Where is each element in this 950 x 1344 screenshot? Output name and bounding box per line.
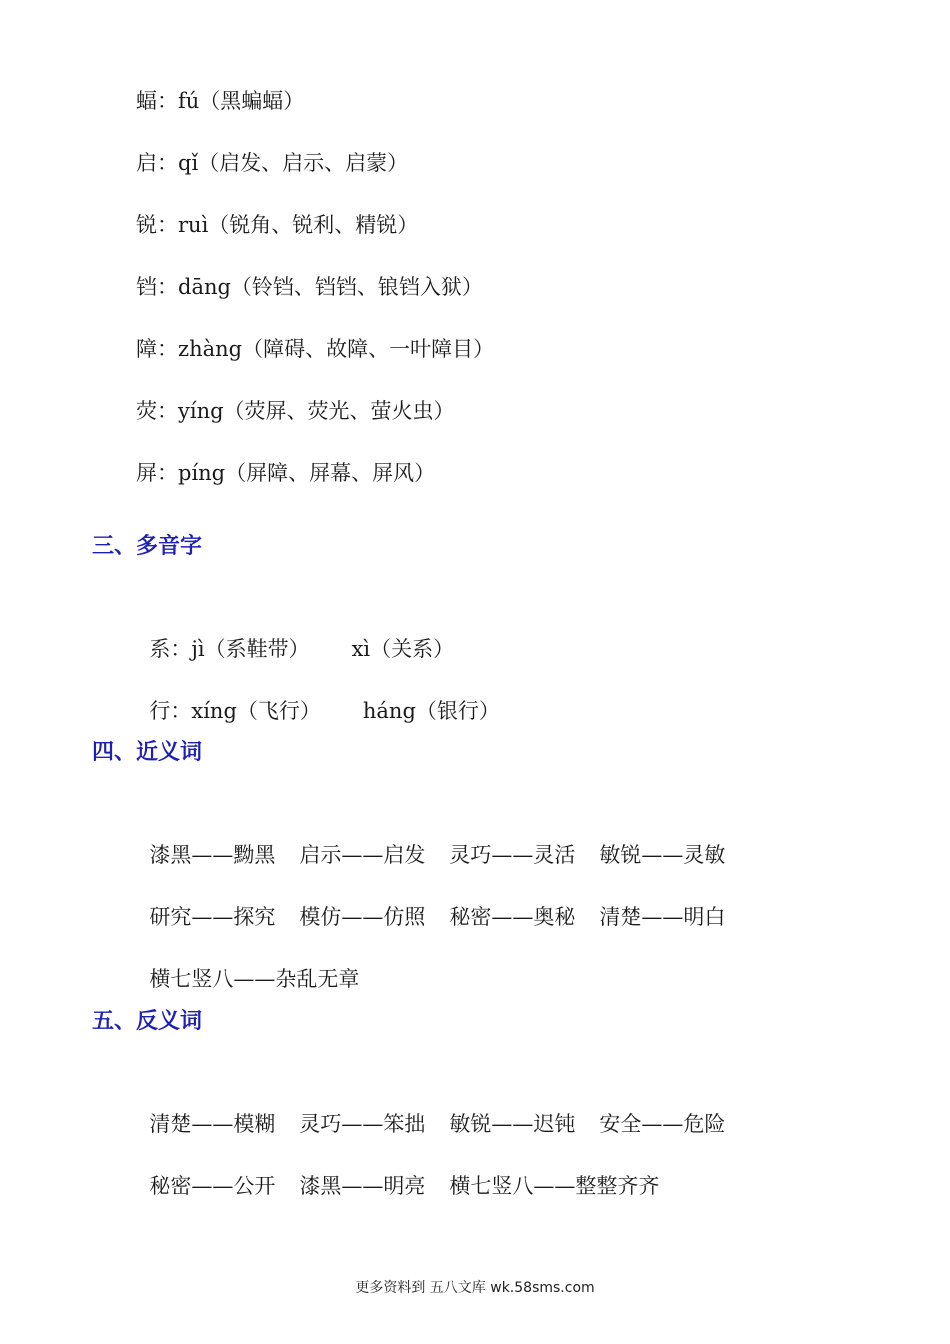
pinyin-entry: 铛：dāng（铃铛、铛铛、锒铛入狱） — [136, 275, 483, 299]
synonym-pair: 启示——启发 — [299, 843, 426, 867]
pinyin-entry: 锐：ruì（锐角、锐利、精锐） — [136, 213, 419, 237]
synonym-pair: 清楚——明白 — [599, 905, 726, 929]
polyphonic-reading: 系：jì（系鞋带） — [149, 637, 310, 661]
pinyin-entry: 荧：yíng（荧屏、荧光、萤火虫） — [136, 399, 455, 423]
pinyin-entry: 屏：píng（屏障、屏幕、屏风） — [136, 461, 436, 485]
synonym-pair: 研究——探究 — [149, 905, 276, 929]
polyphonic-reading: xì（关系） — [351, 637, 455, 661]
synonym-row — [136, 934, 383, 994]
antonym-pair: 灵巧——笨拙 — [299, 1112, 426, 1136]
polyphonic-line — [136, 666, 500, 726]
antonym-pair: 安全——危险 — [599, 1112, 726, 1136]
antonym-row — [136, 1141, 683, 1201]
synonym-pair: 漆黑——黝黑 — [149, 843, 276, 867]
antonym-pair: 秘密——公开 — [149, 1174, 276, 1198]
synonym-pair: 模仿——仿照 — [299, 905, 426, 929]
synonym-pair: 横七竖八——杂乱无章 — [149, 967, 360, 991]
pinyin-entry: 障：zhàng（障碍、故障、一叶障目） — [136, 337, 495, 361]
synonym-pair: 敏锐——灵敏 — [599, 843, 726, 867]
antonym-row — [136, 1079, 749, 1139]
polyphonic-reading: 行：xíng（飞行） — [149, 699, 321, 723]
antonym-pair: 敏锐——迟钝 — [449, 1112, 576, 1136]
antonym-pair: 清楚——模糊 — [149, 1112, 276, 1136]
synonym-row — [136, 810, 749, 870]
polyphonic-reading: háng（银行） — [362, 699, 500, 723]
section-heading-polyphonic: 三、多音字 — [92, 534, 203, 559]
antonym-pair: 漆黑——明亮 — [299, 1174, 426, 1198]
pinyin-entry: 蝠：fú（黑蝙蝠） — [136, 89, 305, 113]
section-heading-antonyms: 五、反义词 — [92, 1009, 203, 1034]
polyphonic-line — [136, 604, 454, 664]
pinyin-entry: 启：qǐ（启发、启示、启蒙） — [136, 151, 409, 175]
antonym-pair: 横七竖八——整整齐齐 — [449, 1174, 660, 1198]
synonym-pair: 秘密——奥秘 — [449, 905, 576, 929]
section-heading-synonyms: 四、近义词 — [92, 740, 203, 765]
footer-source-note: 更多资料到 五八文库 wk.58sms.com — [355, 1280, 595, 1296]
synonym-row — [136, 872, 749, 932]
synonym-pair: 灵巧——灵活 — [449, 843, 576, 867]
